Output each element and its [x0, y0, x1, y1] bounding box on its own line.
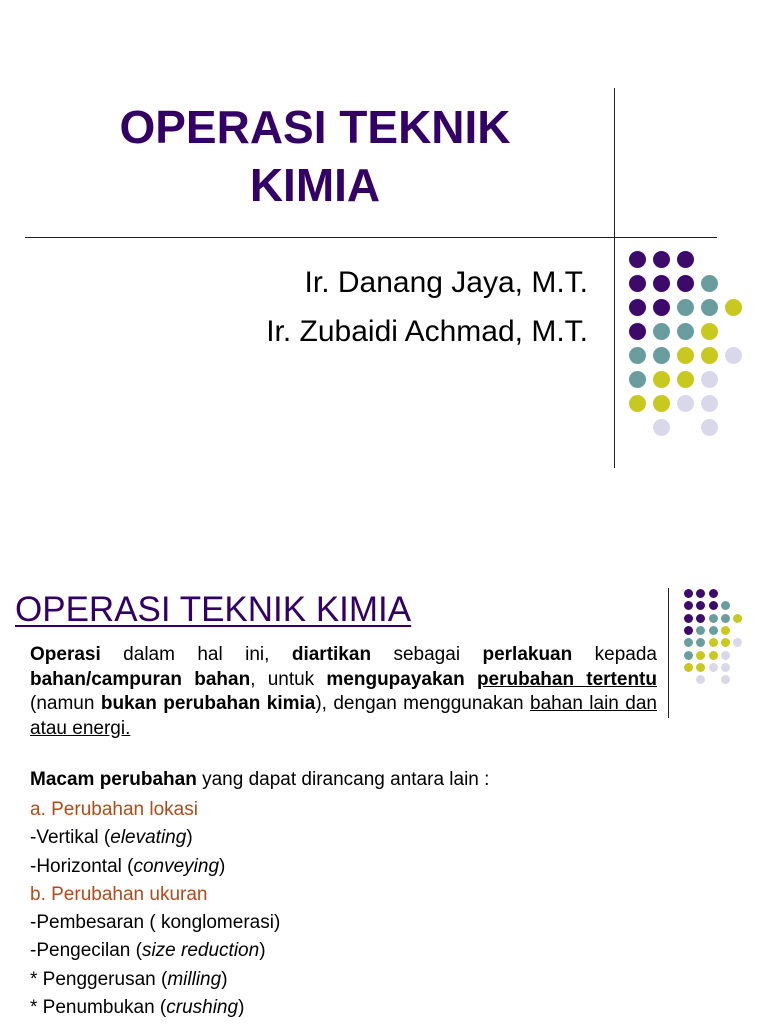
- decor-dot: [696, 638, 705, 647]
- list-item-pengecilan: [30, 939, 266, 963]
- decor-dot: [721, 626, 730, 635]
- term-diartikan: diartikan: [291, 644, 372, 665]
- slide1-title-line1: OPERASI TEKNIK: [119, 101, 511, 153]
- macam-bold: Macam perubahan: [30, 769, 197, 790]
- term-bahan-lain: bahan lain dan atau energi.: [30, 693, 657, 739]
- decor-dot: [684, 589, 693, 598]
- decor-dot: [709, 614, 718, 623]
- slide1-title-line2: KIMIA: [249, 159, 381, 211]
- macam-rest: yang dapat dirancang antara lain :: [196, 769, 490, 790]
- term-operasi: Operasi: [30, 644, 101, 665]
- decor-dot: [629, 371, 646, 388]
- slide2-vertical-divider: [668, 588, 669, 718]
- slide1-vertical-divider: [614, 88, 615, 468]
- decor-dot: [701, 323, 718, 340]
- decor-dot: [701, 347, 718, 364]
- item-text: ): [219, 856, 226, 877]
- decor-dot: [696, 651, 705, 660]
- para-text: (namun: [30, 693, 101, 714]
- decor-dot: [684, 626, 693, 635]
- decor-dot: [701, 299, 718, 316]
- decor-dot: [721, 601, 730, 610]
- list-item-horizontal: [30, 855, 225, 879]
- definition-paragraph: [30, 643, 657, 741]
- decor-dot: [629, 299, 646, 316]
- decor-dot: [709, 663, 718, 672]
- decor-dot: [701, 275, 718, 292]
- item-text: ): [238, 997, 245, 1018]
- para-text: [465, 669, 477, 690]
- author-2: Ir. Zubaidi Achmad, M.T.: [266, 315, 588, 348]
- decor-dot: [696, 614, 705, 623]
- item-text: -Pengecilan (: [30, 940, 142, 961]
- item-italic: size reduction: [141, 940, 260, 961]
- list-item-vertikal: [30, 826, 193, 850]
- decor-dot: [684, 601, 693, 610]
- decor-dot: [684, 651, 693, 660]
- item-text: ): [186, 827, 193, 848]
- para-text: , untuk: [250, 668, 327, 690]
- decor-dot: [629, 251, 646, 268]
- decor-dot: [653, 323, 670, 340]
- term-perubahan-tertentu: perubahan tertentu: [476, 668, 657, 690]
- decor-dot: [677, 299, 694, 316]
- para-text: sebagai: [371, 644, 483, 665]
- decor-dot: [709, 589, 718, 598]
- author-1: Ir. Danang Jaya, M.T.: [304, 266, 588, 299]
- para-text: dalam hal ini,: [100, 644, 292, 665]
- decor-dot: [725, 299, 742, 316]
- term-mengupayakan: mengupayakan: [326, 668, 465, 690]
- decor-dot: [721, 651, 730, 660]
- decor-dot: [677, 371, 694, 388]
- decor-dot: [677, 275, 694, 292]
- decor-dot: [696, 663, 705, 672]
- decor-dot: [721, 638, 730, 647]
- section-a-heading: a. Perubahan lokasi: [30, 799, 198, 820]
- decor-dot: [709, 626, 718, 635]
- decor-dot: [677, 395, 694, 412]
- decor-dot: [629, 395, 646, 412]
- term-perlakuan: perlakuan: [482, 644, 573, 665]
- decor-dot: [709, 601, 718, 610]
- decor-dot: [684, 638, 693, 647]
- decor-dot: [653, 299, 670, 316]
- item-italic: milling: [167, 969, 222, 990]
- decor-dot: [696, 589, 705, 598]
- item-text: * Penggerusan (: [30, 969, 168, 990]
- decor-dot: [653, 275, 670, 292]
- decor-dot: [721, 663, 730, 672]
- para-text: kepada: [572, 644, 657, 665]
- decor-dot: [629, 347, 646, 364]
- list-item-penggerusan: [30, 968, 228, 992]
- decor-dot: [696, 675, 705, 684]
- decor-dot: [721, 675, 730, 684]
- term-bahan: bahan/campuran bahan: [30, 668, 251, 690]
- decor-dot: [733, 614, 742, 623]
- item-italic: crushing: [166, 997, 239, 1018]
- item-italic: elevating: [110, 827, 187, 848]
- decor-dot: [653, 395, 670, 412]
- term-bukan-perubahan-kimia: bukan perubahan kimia: [100, 693, 316, 714]
- decor-dot: [677, 251, 694, 268]
- decor-dot: [629, 323, 646, 340]
- item-italic: conveying: [133, 856, 220, 877]
- decor-dot: [733, 638, 742, 647]
- decor-dot: [677, 347, 694, 364]
- decor-dot: [709, 651, 718, 660]
- list-item-pembesaran: -Pembesaran ( konglomerasi): [30, 912, 281, 933]
- decor-dot: [653, 371, 670, 388]
- para-text: ), dengan menggunakan: [315, 693, 531, 714]
- slide1-horizontal-divider: [25, 237, 717, 238]
- decor-dot: [701, 419, 718, 436]
- decor-dot: [721, 614, 730, 623]
- decor-dot: [701, 395, 718, 412]
- decor-dot: [653, 251, 670, 268]
- decor-dot: [653, 419, 670, 436]
- decor-dot: [677, 323, 694, 340]
- item-text: * Penumbukan (: [30, 997, 167, 1018]
- decor-dot: [629, 275, 646, 292]
- slide2-title: OPERASI TEKNIK KIMIA: [15, 590, 412, 629]
- list-item-penumbukan: [30, 996, 244, 1020]
- decor-dot: [684, 614, 693, 623]
- decor-dot: [653, 347, 670, 364]
- item-text: -Vertikal (: [30, 827, 111, 848]
- decor-dot: [709, 638, 718, 647]
- macam-perubahan-line: [30, 768, 489, 792]
- decor-dot: [696, 626, 705, 635]
- item-text: -Horizontal (: [30, 856, 134, 877]
- decor-dot: [701, 371, 718, 388]
- section-b-heading: b. Perubahan ukuran: [30, 884, 208, 905]
- slide1-title: [30, 98, 600, 214]
- decor-dot: [684, 663, 693, 672]
- decor-dot: [725, 347, 742, 364]
- decor-dot: [696, 601, 705, 610]
- item-text: ): [259, 940, 266, 961]
- item-text: ): [221, 969, 228, 990]
